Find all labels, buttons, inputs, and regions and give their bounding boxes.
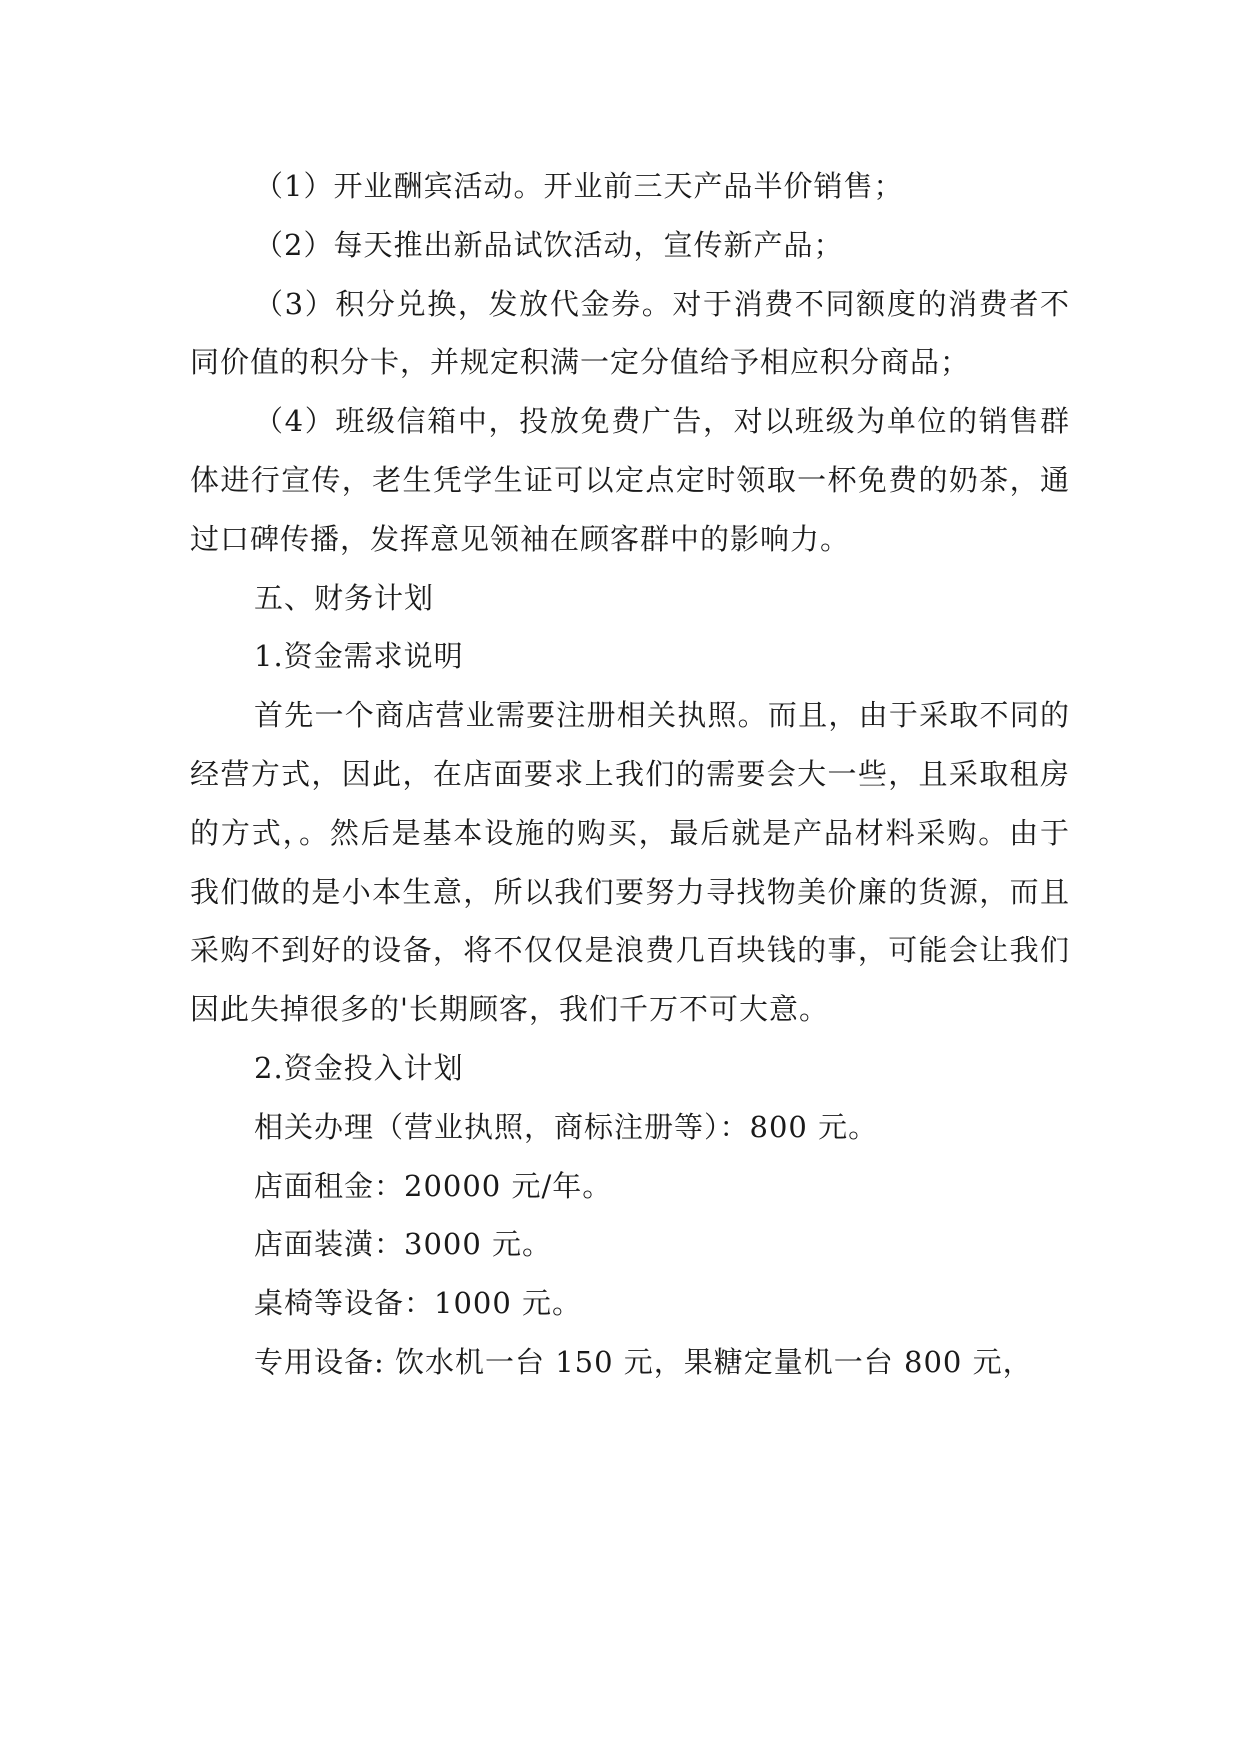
subheading-funding-needs: 1.资金需求说明	[254, 639, 464, 674]
paragraph-promo-2: （2）每天推出新品试饮活动，宣传新产品；	[254, 227, 844, 262]
paragraph-funding-needs: 首先一个商店营业需要注册相关执照。而且，由于采取不同的经营方式，因此，在店面要求上我们的需要会大一些，且采取租房的方式，。然后是基本设施的购买，最后就是产品材料采购。由于我们做的是小本生意，所以我们要努力寻找物美价廉的货源，而且采购不到好的设备，将不仅仅是浪费几百块钱的事，可能会让我们因此失掉很多的'长期顾客，我们千万不可大意。	[190, 698, 1070, 1027]
paragraph-promo-3: （3）积分兑换，发放代金券。对于消费不同额度的消费者不同价值的积分卡，并规定积满一定分值给予相应积分商品；	[190, 286, 1070, 380]
cost-item-furniture: 桌椅等设备：1000 元。	[254, 1286, 583, 1321]
cost-item-decoration: 店面装潢：3000 元。	[254, 1227, 553, 1262]
subheading-investment-plan: 2.资金投入计划	[254, 1050, 464, 1085]
section-heading-finance: 五、财务计划	[254, 580, 435, 615]
cost-item-equipment: 专用设备: 饮水机一台 150 元，果糖定量机一台 800 元，	[254, 1344, 1033, 1379]
cost-item-licensing: 相关办理（营业执照，商标注册等）：800 元。	[254, 1109, 879, 1144]
document-body	[190, 157, 1070, 1392]
cost-item-rent: 店面租金：20000 元/年。	[254, 1168, 613, 1203]
paragraph-promo-1: （1）开业酬宾活动。开业前三天产品半价销售；	[254, 169, 904, 203]
paragraph-promo-4: （4）班级信箱中，投放免费广告，对以班级为单位的销售群体进行宣传，老生凭学生证可以定点定时领取一杯免费的奶茶，通过口碑传播，发挥意见领袖在顾客群中的影响力。	[190, 404, 1070, 556]
